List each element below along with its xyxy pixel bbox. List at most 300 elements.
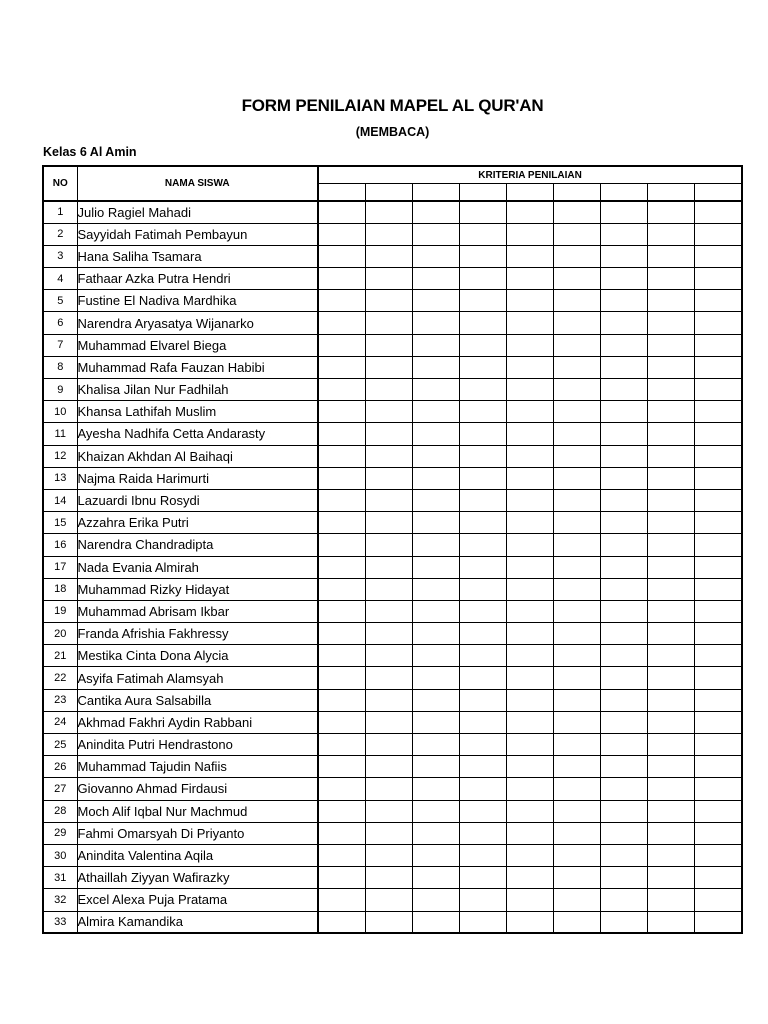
score-cell[interactable]	[553, 911, 600, 933]
score-cell[interactable]	[694, 334, 742, 356]
score-cell[interactable]	[412, 356, 459, 378]
score-cell[interactable]	[506, 800, 553, 822]
score-cell[interactable]	[365, 667, 412, 689]
score-cell[interactable]	[600, 623, 647, 645]
score-cell[interactable]	[506, 245, 553, 267]
score-cell[interactable]	[694, 889, 742, 911]
score-cell[interactable]	[412, 734, 459, 756]
score-cell[interactable]	[600, 534, 647, 556]
score-cell[interactable]	[318, 534, 365, 556]
score-cell[interactable]	[647, 379, 694, 401]
score-cell[interactable]	[694, 445, 742, 467]
score-cell[interactable]	[459, 312, 506, 334]
score-cell[interactable]	[365, 467, 412, 489]
score-cell[interactable]	[553, 268, 600, 290]
score-cell[interactable]	[694, 401, 742, 423]
score-cell[interactable]	[553, 645, 600, 667]
score-cell[interactable]	[553, 689, 600, 711]
score-cell[interactable]	[600, 401, 647, 423]
score-cell[interactable]	[365, 534, 412, 556]
score-cell[interactable]	[365, 867, 412, 889]
score-cell[interactable]	[459, 489, 506, 511]
score-cell[interactable]	[459, 645, 506, 667]
score-cell[interactable]	[553, 711, 600, 733]
score-cell[interactable]	[506, 489, 553, 511]
score-cell[interactable]	[694, 423, 742, 445]
score-cell[interactable]	[694, 379, 742, 401]
score-cell[interactable]	[412, 822, 459, 844]
score-cell[interactable]	[365, 578, 412, 600]
student-name: Nada Evania Almirah	[77, 556, 318, 578]
score-cell[interactable]	[365, 445, 412, 467]
score-cell[interactable]	[365, 268, 412, 290]
score-cell[interactable]	[506, 467, 553, 489]
score-cell[interactable]	[694, 489, 742, 511]
score-cell[interactable]	[318, 379, 365, 401]
score-cell[interactable]	[459, 867, 506, 889]
score-cell[interactable]	[647, 512, 694, 534]
score-cell[interactable]	[365, 245, 412, 267]
score-cell[interactable]	[694, 512, 742, 534]
score-cell[interactable]	[600, 711, 647, 733]
score-cell[interactable]	[553, 312, 600, 334]
score-cell[interactable]	[459, 334, 506, 356]
score-cell[interactable]	[694, 356, 742, 378]
score-cell[interactable]	[412, 600, 459, 622]
score-cell[interactable]	[506, 734, 553, 756]
score-cell[interactable]	[365, 645, 412, 667]
score-cell[interactable]	[600, 445, 647, 467]
score-cell[interactable]	[459, 756, 506, 778]
score-cell[interactable]	[318, 889, 365, 911]
score-cell[interactable]	[600, 734, 647, 756]
score-cell[interactable]	[600, 578, 647, 600]
score-cell[interactable]	[412, 867, 459, 889]
score-cell[interactable]	[647, 645, 694, 667]
score-cell[interactable]	[600, 756, 647, 778]
score-cell[interactable]	[412, 778, 459, 800]
score-cell[interactable]	[600, 423, 647, 445]
score-cell[interactable]	[506, 401, 553, 423]
score-cell[interactable]	[694, 822, 742, 844]
score-cell[interactable]	[600, 379, 647, 401]
score-cell[interactable]	[365, 334, 412, 356]
score-cell[interactable]	[412, 844, 459, 866]
score-cell[interactable]	[694, 556, 742, 578]
score-cell[interactable]	[600, 512, 647, 534]
score-cell[interactable]	[459, 889, 506, 911]
score-cell[interactable]	[459, 268, 506, 290]
score-cell[interactable]	[694, 578, 742, 600]
score-cell[interactable]	[459, 379, 506, 401]
score-cell[interactable]	[600, 822, 647, 844]
score-cell[interactable]	[506, 445, 553, 467]
score-cell[interactable]	[365, 290, 412, 312]
score-cell[interactable]	[459, 578, 506, 600]
score-cell[interactable]	[365, 623, 412, 645]
score-cell[interactable]	[318, 778, 365, 800]
score-cell[interactable]	[365, 312, 412, 334]
score-cell[interactable]	[365, 778, 412, 800]
score-cell[interactable]	[506, 822, 553, 844]
score-cell[interactable]	[647, 334, 694, 356]
score-cell[interactable]	[459, 201, 506, 223]
score-cell[interactable]	[318, 245, 365, 267]
score-cell[interactable]	[694, 711, 742, 733]
score-cell[interactable]	[365, 512, 412, 534]
score-cell[interactable]	[600, 201, 647, 223]
score-cell[interactable]	[365, 911, 412, 933]
score-cell[interactable]	[647, 445, 694, 467]
score-cell[interactable]	[694, 268, 742, 290]
score-cell[interactable]	[553, 290, 600, 312]
score-cell[interactable]	[506, 867, 553, 889]
score-cell[interactable]	[412, 334, 459, 356]
score-cell[interactable]	[553, 578, 600, 600]
score-cell[interactable]	[412, 711, 459, 733]
score-cell[interactable]	[694, 911, 742, 933]
score-cell[interactable]	[553, 445, 600, 467]
score-cell[interactable]	[506, 423, 553, 445]
score-cell[interactable]	[459, 423, 506, 445]
score-cell[interactable]	[318, 623, 365, 645]
score-cell[interactable]	[647, 534, 694, 556]
score-cell[interactable]	[412, 489, 459, 511]
score-cell[interactable]	[600, 556, 647, 578]
score-cell[interactable]	[647, 312, 694, 334]
score-cell[interactable]	[506, 268, 553, 290]
score-cell[interactable]	[412, 467, 459, 489]
score-cell[interactable]	[365, 489, 412, 511]
score-cell[interactable]	[459, 734, 506, 756]
score-cell[interactable]	[553, 489, 600, 511]
score-cell[interactable]	[694, 201, 742, 223]
student-name: Najma Raida Harimurti	[77, 467, 318, 489]
score-cell[interactable]	[506, 911, 553, 933]
score-cell[interactable]	[506, 689, 553, 711]
score-cell[interactable]	[647, 467, 694, 489]
score-cell[interactable]	[365, 201, 412, 223]
score-cell[interactable]	[694, 756, 742, 778]
score-cell[interactable]	[553, 889, 600, 911]
score-cell[interactable]	[553, 734, 600, 756]
score-cell[interactable]	[412, 534, 459, 556]
score-cell[interactable]	[694, 623, 742, 645]
score-cell[interactable]	[318, 711, 365, 733]
score-cell[interactable]	[318, 822, 365, 844]
score-cell[interactable]	[365, 734, 412, 756]
score-cell[interactable]	[553, 467, 600, 489]
score-cell[interactable]	[694, 600, 742, 622]
score-cell[interactable]	[647, 734, 694, 756]
score-cell[interactable]	[412, 268, 459, 290]
score-cell[interactable]	[318, 911, 365, 933]
score-cell[interactable]	[506, 756, 553, 778]
score-cell[interactable]	[600, 800, 647, 822]
score-cell[interactable]	[365, 756, 412, 778]
score-cell[interactable]	[553, 822, 600, 844]
score-cell[interactable]	[318, 401, 365, 423]
score-cell[interactable]	[647, 667, 694, 689]
score-cell[interactable]	[506, 600, 553, 622]
score-cell[interactable]	[318, 800, 365, 822]
score-cell[interactable]	[412, 911, 459, 933]
score-cell[interactable]	[694, 689, 742, 711]
score-cell[interactable]	[412, 800, 459, 822]
score-cell[interactable]	[318, 334, 365, 356]
score-cell[interactable]	[506, 844, 553, 866]
score-cell[interactable]	[365, 822, 412, 844]
score-cell[interactable]	[600, 778, 647, 800]
score-cell[interactable]	[412, 223, 459, 245]
score-cell[interactable]	[506, 667, 553, 689]
score-cell[interactable]	[647, 867, 694, 889]
score-cell[interactable]	[412, 445, 459, 467]
score-cell[interactable]	[318, 356, 365, 378]
score-cell[interactable]	[600, 911, 647, 933]
score-cell[interactable]	[459, 534, 506, 556]
score-cell[interactable]	[459, 556, 506, 578]
score-cell[interactable]	[506, 711, 553, 733]
score-cell[interactable]	[647, 756, 694, 778]
score-cell[interactable]	[694, 778, 742, 800]
score-cell[interactable]	[365, 889, 412, 911]
score-cell[interactable]	[553, 800, 600, 822]
score-cell[interactable]	[318, 268, 365, 290]
score-cell[interactable]	[318, 756, 365, 778]
score-cell[interactable]	[318, 445, 365, 467]
score-cell[interactable]	[506, 778, 553, 800]
score-cell[interactable]	[694, 223, 742, 245]
score-cell[interactable]	[459, 401, 506, 423]
score-cell[interactable]	[694, 844, 742, 866]
score-cell[interactable]	[694, 245, 742, 267]
score-cell[interactable]	[600, 223, 647, 245]
score-cell[interactable]	[600, 689, 647, 711]
student-name: Ayesha Nadhifa Cetta Andarasty	[77, 423, 318, 445]
score-cell[interactable]	[553, 401, 600, 423]
score-cell[interactable]	[553, 667, 600, 689]
score-cell[interactable]	[600, 245, 647, 267]
score-cell[interactable]	[412, 201, 459, 223]
score-cell[interactable]	[553, 844, 600, 866]
score-cell[interactable]	[647, 290, 694, 312]
score-cell[interactable]	[506, 312, 553, 334]
score-cell[interactable]	[506, 334, 553, 356]
score-cell[interactable]	[365, 556, 412, 578]
score-cell[interactable]	[647, 822, 694, 844]
score-cell[interactable]	[412, 667, 459, 689]
score-cell[interactable]	[318, 223, 365, 245]
score-cell[interactable]	[553, 534, 600, 556]
score-cell[interactable]	[506, 623, 553, 645]
score-cell[interactable]	[318, 734, 365, 756]
score-cell[interactable]	[459, 445, 506, 467]
score-cell[interactable]	[412, 423, 459, 445]
score-cell[interactable]	[318, 489, 365, 511]
score-cell[interactable]	[412, 689, 459, 711]
score-cell[interactable]	[553, 245, 600, 267]
score-cell[interactable]	[553, 379, 600, 401]
score-cell[interactable]	[318, 467, 365, 489]
score-cell[interactable]	[318, 423, 365, 445]
score-cell[interactable]	[412, 312, 459, 334]
score-cell[interactable]	[412, 623, 459, 645]
score-cell[interactable]	[365, 401, 412, 423]
score-cell[interactable]	[694, 867, 742, 889]
score-cell[interactable]	[412, 512, 459, 534]
score-cell[interactable]	[459, 623, 506, 645]
score-cell[interactable]	[506, 201, 553, 223]
score-cell[interactable]	[318, 512, 365, 534]
score-cell[interactable]	[600, 334, 647, 356]
score-cell[interactable]	[318, 667, 365, 689]
score-cell[interactable]	[694, 290, 742, 312]
score-cell[interactable]	[647, 800, 694, 822]
score-cell[interactable]	[694, 734, 742, 756]
score-cell[interactable]	[600, 867, 647, 889]
score-cell[interactable]	[647, 844, 694, 866]
score-cell[interactable]	[647, 911, 694, 933]
score-cell[interactable]	[318, 844, 365, 866]
score-cell[interactable]	[553, 512, 600, 534]
score-cell[interactable]	[647, 245, 694, 267]
score-cell[interactable]	[647, 711, 694, 733]
score-cell[interactable]	[459, 223, 506, 245]
score-cell[interactable]	[318, 556, 365, 578]
score-cell[interactable]	[459, 290, 506, 312]
score-cell[interactable]	[506, 556, 553, 578]
score-cell[interactable]	[600, 268, 647, 290]
score-cell[interactable]	[600, 467, 647, 489]
score-cell[interactable]	[647, 401, 694, 423]
score-cell[interactable]	[412, 401, 459, 423]
score-cell[interactable]	[506, 290, 553, 312]
score-cell[interactable]	[318, 600, 365, 622]
score-cell[interactable]	[365, 600, 412, 622]
score-cell[interactable]	[600, 290, 647, 312]
score-cell[interactable]	[506, 223, 553, 245]
score-cell[interactable]	[553, 778, 600, 800]
score-cell[interactable]	[647, 600, 694, 622]
score-cell[interactable]	[459, 245, 506, 267]
score-cell[interactable]	[318, 290, 365, 312]
score-cell[interactable]	[365, 800, 412, 822]
score-cell[interactable]	[459, 800, 506, 822]
score-cell[interactable]	[459, 467, 506, 489]
score-cell[interactable]	[647, 268, 694, 290]
score-cell[interactable]	[365, 711, 412, 733]
score-cell[interactable]	[506, 356, 553, 378]
score-cell[interactable]	[506, 379, 553, 401]
score-cell[interactable]	[694, 534, 742, 556]
score-cell[interactable]	[412, 245, 459, 267]
score-cell[interactable]	[647, 623, 694, 645]
score-cell[interactable]	[365, 379, 412, 401]
score-cell[interactable]	[412, 290, 459, 312]
score-cell[interactable]	[412, 578, 459, 600]
score-cell[interactable]	[318, 867, 365, 889]
score-cell[interactable]	[600, 645, 647, 667]
score-cell[interactable]	[365, 356, 412, 378]
score-cell[interactable]	[647, 356, 694, 378]
score-cell[interactable]	[553, 867, 600, 889]
score-cell[interactable]	[553, 756, 600, 778]
score-cell[interactable]	[553, 600, 600, 622]
score-cell[interactable]	[318, 578, 365, 600]
score-cell[interactable]	[553, 201, 600, 223]
score-cell[interactable]	[365, 223, 412, 245]
score-cell[interactable]	[506, 578, 553, 600]
score-cell[interactable]	[600, 489, 647, 511]
score-cell[interactable]	[553, 334, 600, 356]
score-cell[interactable]	[647, 778, 694, 800]
score-cell[interactable]	[318, 645, 365, 667]
score-cell[interactable]	[553, 556, 600, 578]
score-cell[interactable]	[412, 556, 459, 578]
score-cell[interactable]	[459, 689, 506, 711]
score-cell[interactable]	[600, 667, 647, 689]
score-cell[interactable]	[459, 822, 506, 844]
score-cell[interactable]	[459, 356, 506, 378]
score-cell[interactable]	[647, 489, 694, 511]
score-cell[interactable]	[694, 467, 742, 489]
score-cell[interactable]	[412, 756, 459, 778]
score-cell[interactable]	[647, 223, 694, 245]
score-cell[interactable]	[506, 645, 553, 667]
score-cell[interactable]	[553, 223, 600, 245]
score-cell[interactable]	[647, 423, 694, 445]
score-cell[interactable]	[600, 600, 647, 622]
score-cell[interactable]	[553, 423, 600, 445]
score-cell[interactable]	[365, 844, 412, 866]
score-cell[interactable]	[600, 844, 647, 866]
score-cell[interactable]	[694, 667, 742, 689]
score-cell[interactable]	[647, 889, 694, 911]
score-cell[interactable]	[694, 800, 742, 822]
score-cell[interactable]	[318, 689, 365, 711]
score-cell[interactable]	[647, 578, 694, 600]
score-cell[interactable]	[647, 689, 694, 711]
score-cell[interactable]	[412, 645, 459, 667]
score-cell[interactable]	[318, 312, 365, 334]
score-cell[interactable]	[506, 889, 553, 911]
score-cell[interactable]	[459, 778, 506, 800]
score-cell[interactable]	[459, 911, 506, 933]
score-cell[interactable]	[647, 201, 694, 223]
score-cell[interactable]	[318, 201, 365, 223]
score-cell[interactable]	[600, 356, 647, 378]
score-cell[interactable]	[506, 534, 553, 556]
score-cell[interactable]	[365, 689, 412, 711]
score-cell[interactable]	[459, 667, 506, 689]
score-cell[interactable]	[600, 312, 647, 334]
score-cell[interactable]	[694, 312, 742, 334]
score-cell[interactable]	[553, 356, 600, 378]
score-cell[interactable]	[694, 645, 742, 667]
score-cell[interactable]	[506, 512, 553, 534]
score-cell[interactable]	[647, 556, 694, 578]
score-cell[interactable]	[553, 623, 600, 645]
score-cell[interactable]	[412, 379, 459, 401]
score-cell[interactable]	[600, 889, 647, 911]
score-cell[interactable]	[459, 512, 506, 534]
score-cell[interactable]	[365, 423, 412, 445]
score-cell[interactable]	[459, 844, 506, 866]
score-cell[interactable]	[459, 600, 506, 622]
score-cell[interactable]	[459, 711, 506, 733]
score-cell[interactable]	[412, 889, 459, 911]
